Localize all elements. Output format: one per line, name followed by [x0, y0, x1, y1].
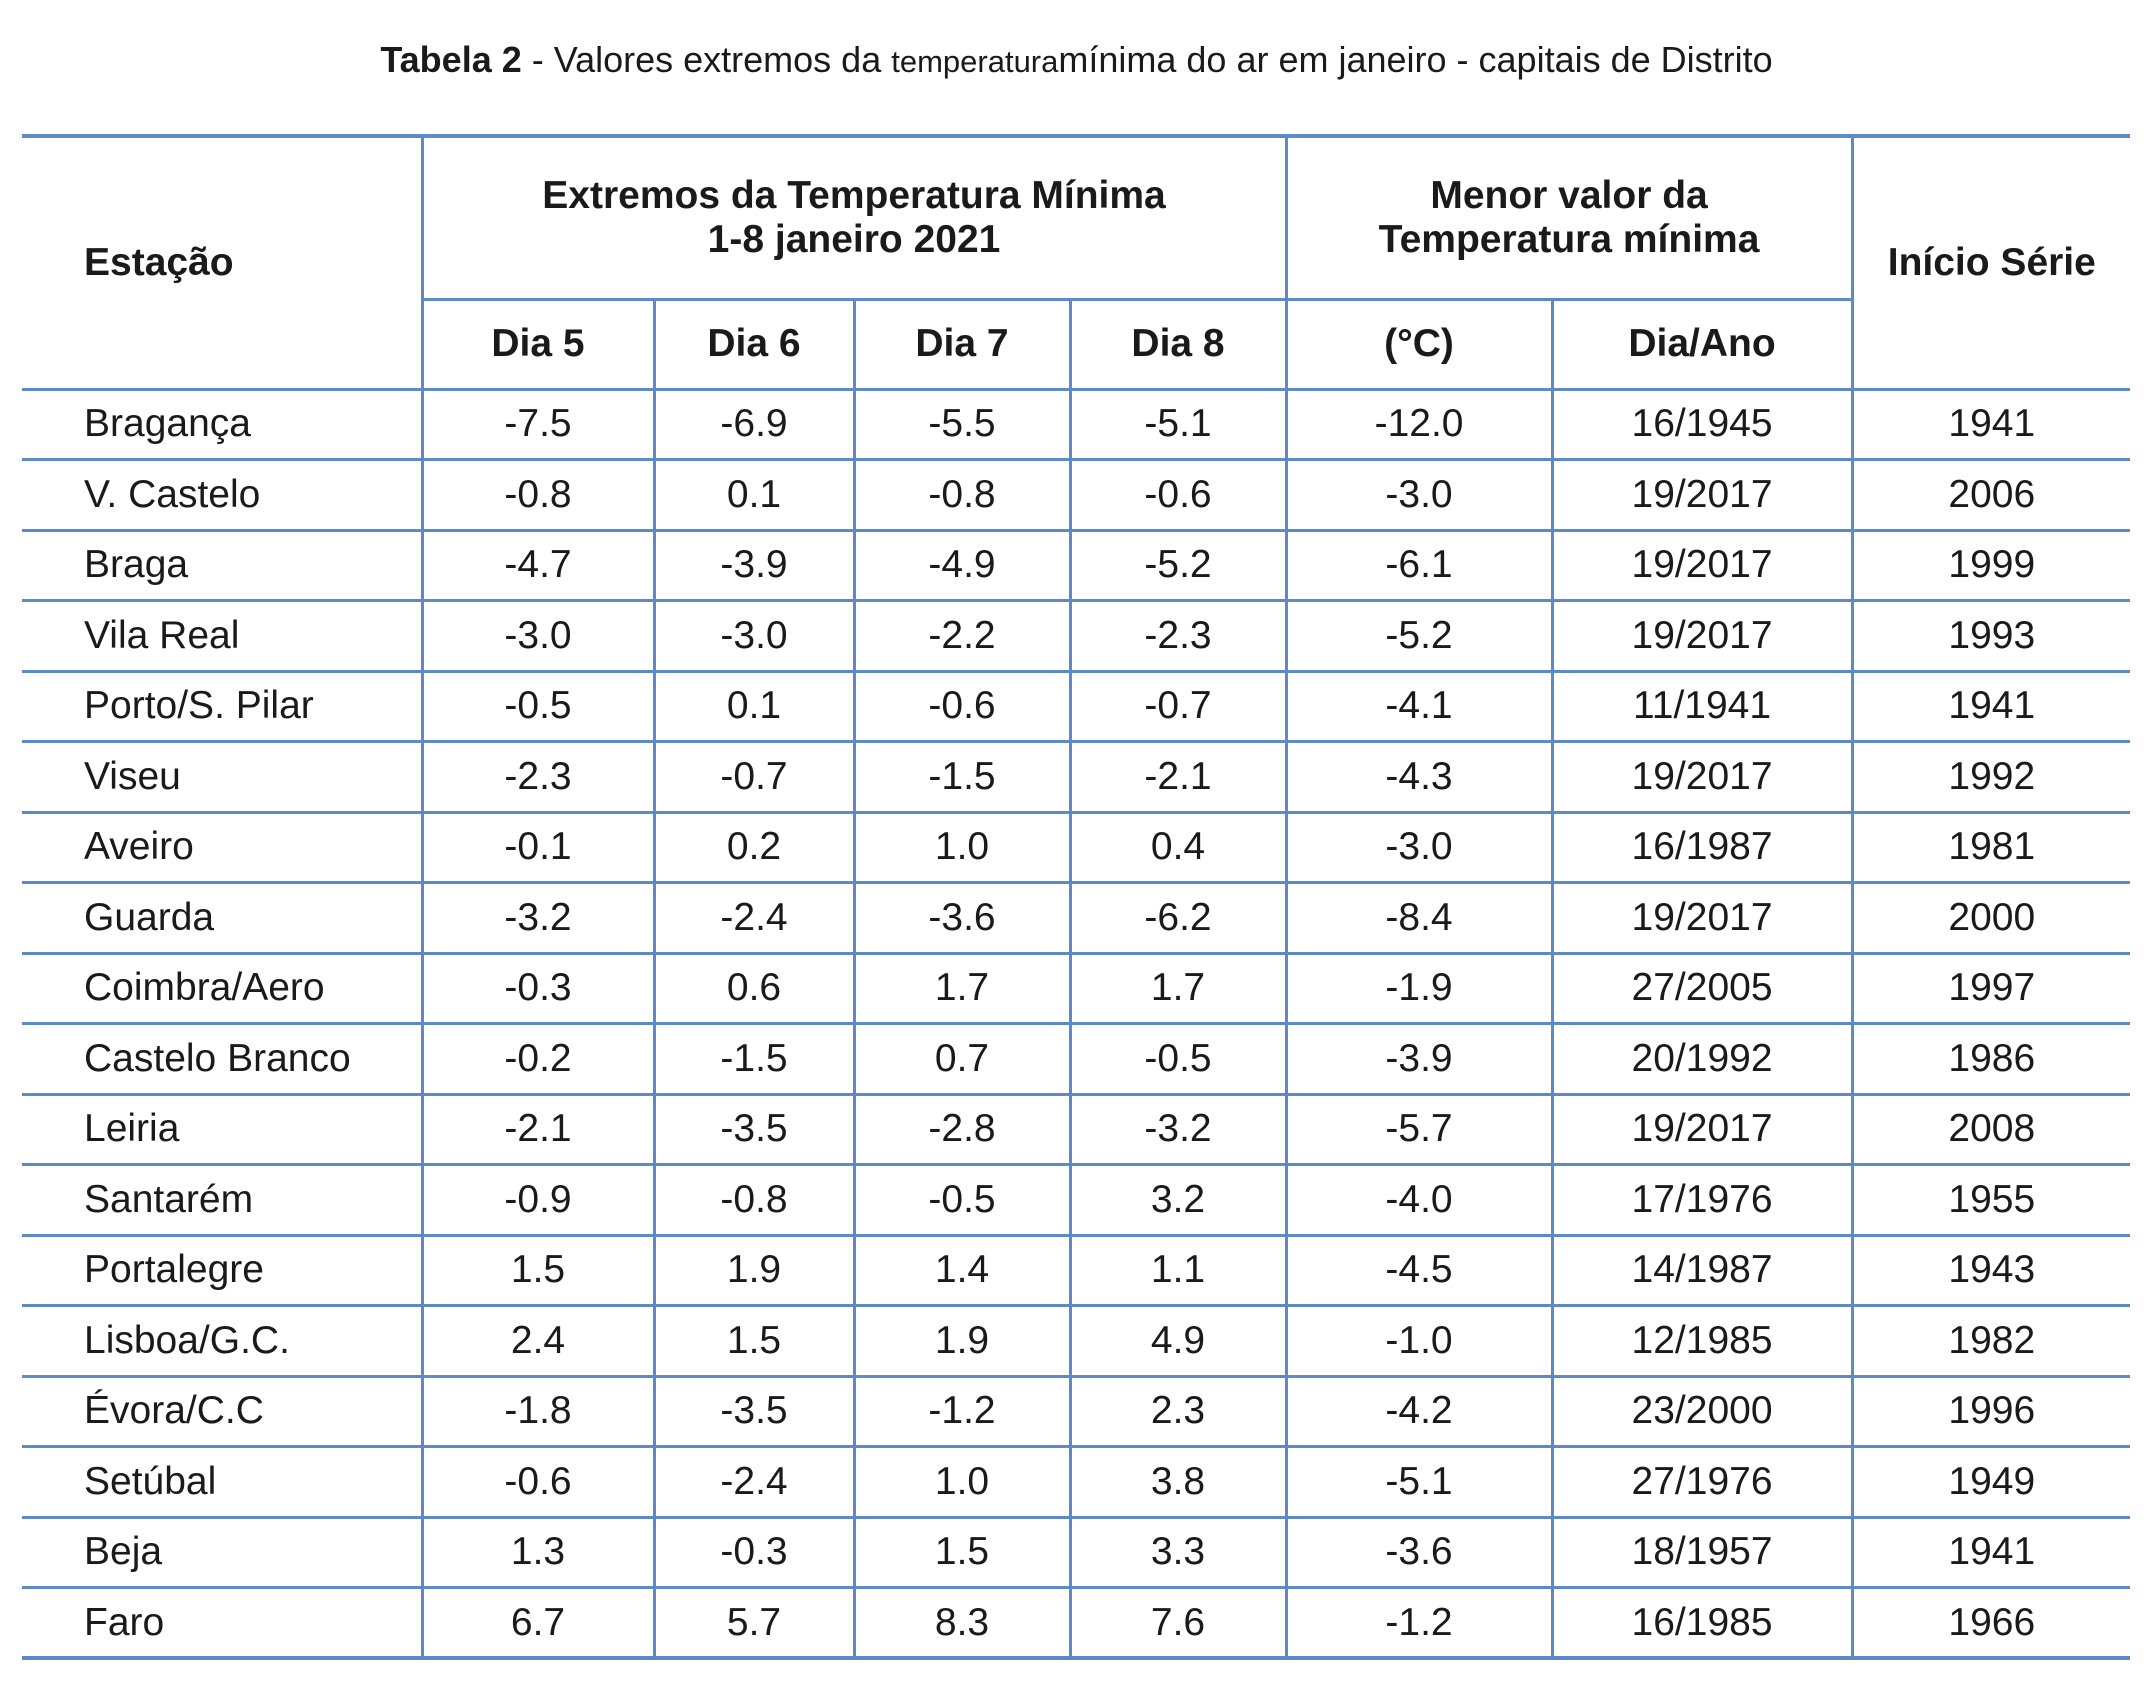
cell-day6: -3.0 — [654, 601, 854, 672]
cell-day7: -0.8 — [854, 460, 1070, 531]
cell-station: Porto/S. Pilar — [22, 671, 422, 742]
caption-text-1: - Valores extremos da — [521, 39, 892, 80]
cell-lowest-celsius: -4.5 — [1286, 1235, 1552, 1306]
cell-day6: 0.1 — [654, 671, 854, 742]
cell-day8: -3.2 — [1070, 1094, 1286, 1165]
cell-day5: -0.9 — [422, 1165, 654, 1236]
cell-day5: -3.2 — [422, 883, 654, 954]
cell-day8: -2.1 — [1070, 742, 1286, 813]
cell-day8: 0.4 — [1070, 812, 1286, 883]
cell-day8: -5.1 — [1070, 389, 1286, 460]
cell-day7: -0.5 — [854, 1165, 1070, 1236]
cell-series-start: 1941 — [1852, 389, 2130, 460]
table-row — [22, 742, 2130, 813]
cell-series-start: 1996 — [1852, 1376, 2130, 1447]
cell-day8: 3.2 — [1070, 1165, 1286, 1236]
table-row — [22, 530, 2130, 601]
cell-day8: -6.2 — [1070, 883, 1286, 954]
cell-lowest-day-year: 12/1985 — [1552, 1306, 1852, 1377]
cell-lowest-celsius: -1.2 — [1286, 1588, 1552, 1659]
cell-day5: -0.8 — [422, 460, 654, 531]
cell-series-start: 1941 — [1852, 1517, 2130, 1588]
cell-station: Lisboa/G.C. — [22, 1306, 422, 1377]
table-row — [22, 1376, 2130, 1447]
cell-lowest-day-year: 18/1957 — [1552, 1517, 1852, 1588]
cell-day5: 1.3 — [422, 1517, 654, 1588]
cell-lowest-celsius: -3.9 — [1286, 1024, 1552, 1095]
cell-station: Leiria — [22, 1094, 422, 1165]
header-lowest-value — [1286, 136, 1852, 299]
table-row — [22, 812, 2130, 883]
caption-text-small: temperatura — [891, 44, 1059, 79]
cell-station: Portalegre — [22, 1235, 422, 1306]
cell-series-start: 1941 — [1852, 671, 2130, 742]
cell-lowest-day-year: 20/1992 — [1552, 1024, 1852, 1095]
cell-lowest-celsius: -1.0 — [1286, 1306, 1552, 1377]
cell-lowest-celsius: -4.2 — [1286, 1376, 1552, 1447]
cell-series-start: 1949 — [1852, 1447, 2130, 1518]
cell-series-start: 1943 — [1852, 1235, 2130, 1306]
cell-day5: -1.8 — [422, 1376, 654, 1447]
cell-lowest-celsius: -4.1 — [1286, 671, 1552, 742]
caption-text-2: mínima do ar em janeiro - capitais de Distrito — [1058, 39, 1773, 80]
cell-series-start: 1993 — [1852, 601, 2130, 672]
cell-series-start: 1992 — [1852, 742, 2130, 813]
cell-lowest-celsius: -4.0 — [1286, 1165, 1552, 1236]
cell-lowest-celsius: -5.7 — [1286, 1094, 1552, 1165]
cell-day7: -2.8 — [854, 1094, 1070, 1165]
cell-lowest-celsius: -12.0 — [1286, 389, 1552, 460]
cell-day5: -0.3 — [422, 953, 654, 1024]
cell-day8: -5.2 — [1070, 530, 1286, 601]
table-row — [22, 601, 2130, 672]
cell-day6: 1.9 — [654, 1235, 854, 1306]
cell-lowest-day-year: 16/1987 — [1552, 812, 1852, 883]
cell-lowest-day-year: 27/1976 — [1552, 1447, 1852, 1518]
cell-lowest-day-year: 19/2017 — [1552, 742, 1852, 813]
cell-day5: 6.7 — [422, 1588, 654, 1659]
cell-station: Viseu — [22, 742, 422, 813]
cell-day5: -3.0 — [422, 601, 654, 672]
table-body — [22, 389, 2130, 1658]
header-day6: Dia 6 — [654, 299, 854, 389]
cell-day8: 1.1 — [1070, 1235, 1286, 1306]
table-row — [22, 883, 2130, 954]
cell-series-start: 1966 — [1852, 1588, 2130, 1659]
cell-day7: 1.0 — [854, 812, 1070, 883]
cell-lowest-celsius: -4.3 — [1286, 742, 1552, 813]
cell-lowest-day-year: 14/1987 — [1552, 1235, 1852, 1306]
cell-day6: -0.3 — [654, 1517, 854, 1588]
header-lowest-line1: Menor valor da — [1430, 173, 1708, 217]
cell-lowest-celsius: -1.9 — [1286, 953, 1552, 1024]
table-row — [22, 1447, 2130, 1518]
cell-lowest-day-year: 16/1945 — [1552, 389, 1852, 460]
cell-lowest-day-year: 19/2017 — [1552, 601, 1852, 672]
cell-day6: 0.6 — [654, 953, 854, 1024]
header-extremes-line1: Extremos da Temperatura Mínima — [542, 173, 1166, 217]
table-caption — [0, 36, 2153, 86]
cell-day7: 0.7 — [854, 1024, 1070, 1095]
cell-day6: -3.5 — [654, 1376, 854, 1447]
cell-day6: -0.8 — [654, 1165, 854, 1236]
cell-day5: -0.6 — [422, 1447, 654, 1518]
cell-station: V. Castelo — [22, 460, 422, 531]
cell-day8: -0.6 — [1070, 460, 1286, 531]
cell-day7: 1.4 — [854, 1235, 1070, 1306]
cell-day7: -5.5 — [854, 389, 1070, 460]
table-row — [22, 1024, 2130, 1095]
cell-day8: 7.6 — [1070, 1588, 1286, 1659]
cell-day7: 1.5 — [854, 1517, 1070, 1588]
table-row — [22, 671, 2130, 742]
cell-day6: -6.9 — [654, 389, 854, 460]
cell-lowest-day-year: 19/2017 — [1552, 530, 1852, 601]
cell-day8: -2.3 — [1070, 601, 1286, 672]
cell-lowest-celsius: -6.1 — [1286, 530, 1552, 601]
cell-day5: -0.5 — [422, 671, 654, 742]
cell-day5: -2.3 — [422, 742, 654, 813]
cell-series-start: 2000 — [1852, 883, 2130, 954]
cell-day5: 2.4 — [422, 1306, 654, 1377]
cell-day6: -2.4 — [654, 1447, 854, 1518]
cell-lowest-day-year: 17/1976 — [1552, 1165, 1852, 1236]
cell-station: Évora/C.C — [22, 1376, 422, 1447]
header-lowest-line2: Temperatura mínima — [1378, 217, 1760, 261]
temperature-table — [22, 134, 2130, 1660]
cell-lowest-celsius: -3.0 — [1286, 460, 1552, 531]
cell-series-start: 1997 — [1852, 953, 2130, 1024]
cell-day6: -1.5 — [654, 1024, 854, 1095]
cell-lowest-celsius: -5.1 — [1286, 1447, 1552, 1518]
cell-series-start: 1981 — [1852, 812, 2130, 883]
cell-station: Castelo Branco — [22, 1024, 422, 1095]
cell-day5: 1.5 — [422, 1235, 654, 1306]
table-row — [22, 953, 2130, 1024]
header-extremes-line2: 1-8 janeiro 2021 — [707, 217, 1001, 261]
table-row — [22, 1094, 2130, 1165]
table-row — [22, 1306, 2130, 1377]
cell-station: Guarda — [22, 883, 422, 954]
cell-lowest-day-year: 23/2000 — [1552, 1376, 1852, 1447]
cell-series-start: 2008 — [1852, 1094, 2130, 1165]
cell-day7: 1.7 — [854, 953, 1070, 1024]
cell-day7: -3.6 — [854, 883, 1070, 954]
cell-series-start: 1986 — [1852, 1024, 2130, 1095]
cell-station: Santarém — [22, 1165, 422, 1236]
cell-day5: -0.2 — [422, 1024, 654, 1095]
cell-lowest-celsius: -3.6 — [1286, 1517, 1552, 1588]
cell-day6: -0.7 — [654, 742, 854, 813]
cell-series-start: 1955 — [1852, 1165, 2130, 1236]
cell-day5: -7.5 — [422, 389, 654, 460]
cell-day6: -2.4 — [654, 883, 854, 954]
table-row — [22, 1165, 2130, 1236]
cell-day8: 2.3 — [1070, 1376, 1286, 1447]
cell-station: Setúbal — [22, 1447, 422, 1518]
header-day8: Dia 8 — [1070, 299, 1286, 389]
cell-day7: -1.2 — [854, 1376, 1070, 1447]
cell-lowest-celsius: -3.0 — [1286, 812, 1552, 883]
cell-station: Aveiro — [22, 812, 422, 883]
cell-day8: -0.7 — [1070, 671, 1286, 742]
cell-day6: 5.7 — [654, 1588, 854, 1659]
cell-day6: -3.5 — [654, 1094, 854, 1165]
cell-day7: -1.5 — [854, 742, 1070, 813]
table-row — [22, 460, 2130, 531]
cell-lowest-celsius: -8.4 — [1286, 883, 1552, 954]
cell-lowest-day-year: 27/2005 — [1552, 953, 1852, 1024]
cell-day7: 8.3 — [854, 1588, 1070, 1659]
cell-day8: 3.8 — [1070, 1447, 1286, 1518]
header-station: Estação — [22, 136, 422, 389]
cell-station: Coimbra/Aero — [22, 953, 422, 1024]
cell-station: Faro — [22, 1588, 422, 1659]
caption-label: Tabela 2 — [380, 39, 522, 80]
cell-day7: 1.0 — [854, 1447, 1070, 1518]
header-day7: Dia 7 — [854, 299, 1070, 389]
cell-day8: 3.3 — [1070, 1517, 1286, 1588]
cell-day6: 0.2 — [654, 812, 854, 883]
cell-day6: 0.1 — [654, 460, 854, 531]
table-row — [22, 1588, 2130, 1659]
cell-day8: -0.5 — [1070, 1024, 1286, 1095]
cell-day7: -0.6 — [854, 671, 1070, 742]
cell-day6: -3.9 — [654, 530, 854, 601]
table-row — [22, 389, 2130, 460]
cell-lowest-day-year: 19/2017 — [1552, 460, 1852, 531]
cell-series-start: 2006 — [1852, 460, 2130, 531]
cell-day7: -2.2 — [854, 601, 1070, 672]
cell-day6: 1.5 — [654, 1306, 854, 1377]
cell-station: Bragança — [22, 389, 422, 460]
cell-day8: 1.7 — [1070, 953, 1286, 1024]
cell-day8: 4.9 — [1070, 1306, 1286, 1377]
header-day5: Dia 5 — [422, 299, 654, 389]
header-series-start: Início Série — [1852, 136, 2130, 389]
cell-day5: -2.1 — [422, 1094, 654, 1165]
cell-series-start: 1999 — [1852, 530, 2130, 601]
cell-lowest-day-year: 11/1941 — [1552, 671, 1852, 742]
cell-lowest-day-year: 16/1985 — [1552, 1588, 1852, 1659]
cell-station: Vila Real — [22, 601, 422, 672]
cell-series-start: 1982 — [1852, 1306, 2130, 1377]
cell-lowest-celsius: -5.2 — [1286, 601, 1552, 672]
cell-day5: -4.7 — [422, 530, 654, 601]
cell-lowest-day-year: 19/2017 — [1552, 1094, 1852, 1165]
header-day-year: Dia/Ano — [1552, 299, 1852, 389]
header-extremes — [422, 136, 1286, 299]
cell-lowest-day-year: 19/2017 — [1552, 883, 1852, 954]
cell-station: Braga — [22, 530, 422, 601]
cell-day5: -0.1 — [422, 812, 654, 883]
header-celsius: (°C) — [1286, 299, 1552, 389]
table-row — [22, 1517, 2130, 1588]
table-row — [22, 1235, 2130, 1306]
cell-day7: -4.9 — [854, 530, 1070, 601]
cell-day7: 1.9 — [854, 1306, 1070, 1377]
cell-station: Beja — [22, 1517, 422, 1588]
